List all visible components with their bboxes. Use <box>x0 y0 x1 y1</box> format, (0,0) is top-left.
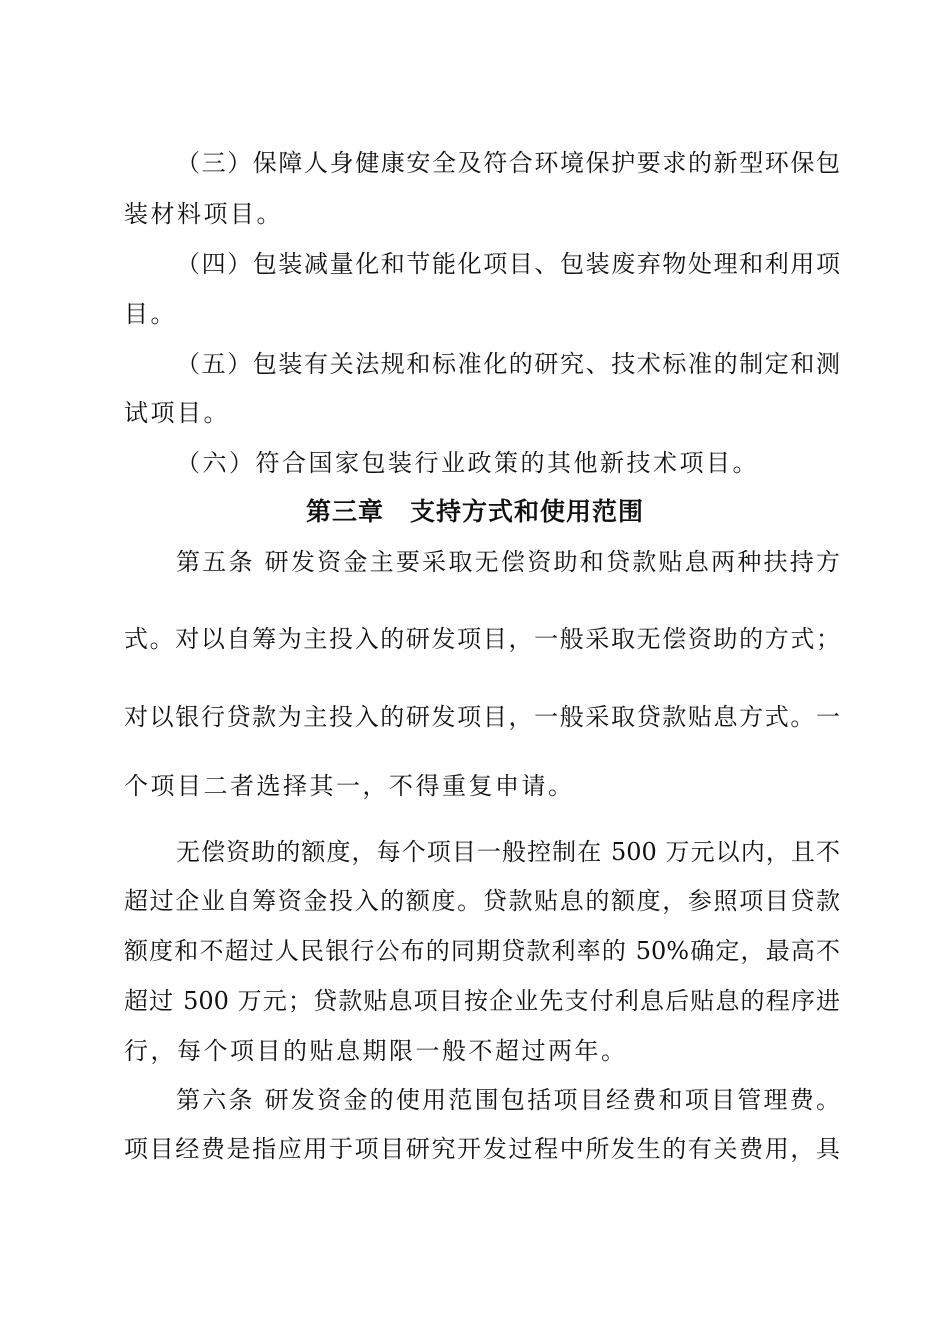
article-5-line-4: 个项目二者选择其一，不得重复申请。 <box>124 772 575 800</box>
subsidy-line-1: 无偿资助的额度，每个项目一般控制在 500 万元以内，且不 <box>176 838 840 866</box>
article-5-line-3: 对以银行贷款为主投入的研发项目，一般采取贷款贴息方式。一 <box>124 703 840 731</box>
article-5-line-2: 式。对以自筹为主投入的研发项目，一般采取无偿资助的方式； <box>124 625 840 653</box>
paragraph-item-6-line-1: （六）符合国家包装行业政策的其他新技术项目。 <box>176 449 759 477</box>
paragraph-item-3-line-1: （三）保障人身健康安全及符合环境保护要求的新型环保包 <box>176 149 840 177</box>
subsidy-line-4: 超过 500 万元；贷款贴息项目按企业先支付利息后贴息的程序进 <box>124 987 840 1015</box>
chapter-heading: 第三章 支持方式和使用范围 <box>305 497 644 526</box>
article-6-line-1: 第六条 研发资金的使用范围包括项目经费和项目管理费。 <box>176 1086 840 1114</box>
subsidy-line-3: 额度和不超过人民银行公布的同期贷款利率的 50%确定，最高不 <box>124 937 840 965</box>
paragraph-item-4-line-1: （四）包装减量化和节能化项目、包装废弃物处理和利用项 <box>176 250 840 278</box>
article-5-line-1: 第五条 研发资金主要采取无偿资助和贷款贴息两种扶持方 <box>176 548 840 576</box>
paragraph-item-5-line-1: （五）包装有关法规和标准化的研究、技术标准的制定和测 <box>176 350 840 378</box>
paragraph-item-5-line-2: 试项目。 <box>124 399 230 427</box>
paragraph-item-4-line-2: 目。 <box>124 300 177 328</box>
subsidy-line-5: 行，每个项目的贴息期限一般不超过两年。 <box>124 1037 628 1065</box>
paragraph-item-3-line-2: 装材料项目。 <box>124 200 283 228</box>
article-6-line-2: 项目经费是指应用于项目研究开发过程中所发生的有关费用，具 <box>124 1135 840 1163</box>
subsidy-line-2: 超过企业自筹资金投入的额度。贷款贴息的额度，参照项目贷款 <box>124 887 840 915</box>
